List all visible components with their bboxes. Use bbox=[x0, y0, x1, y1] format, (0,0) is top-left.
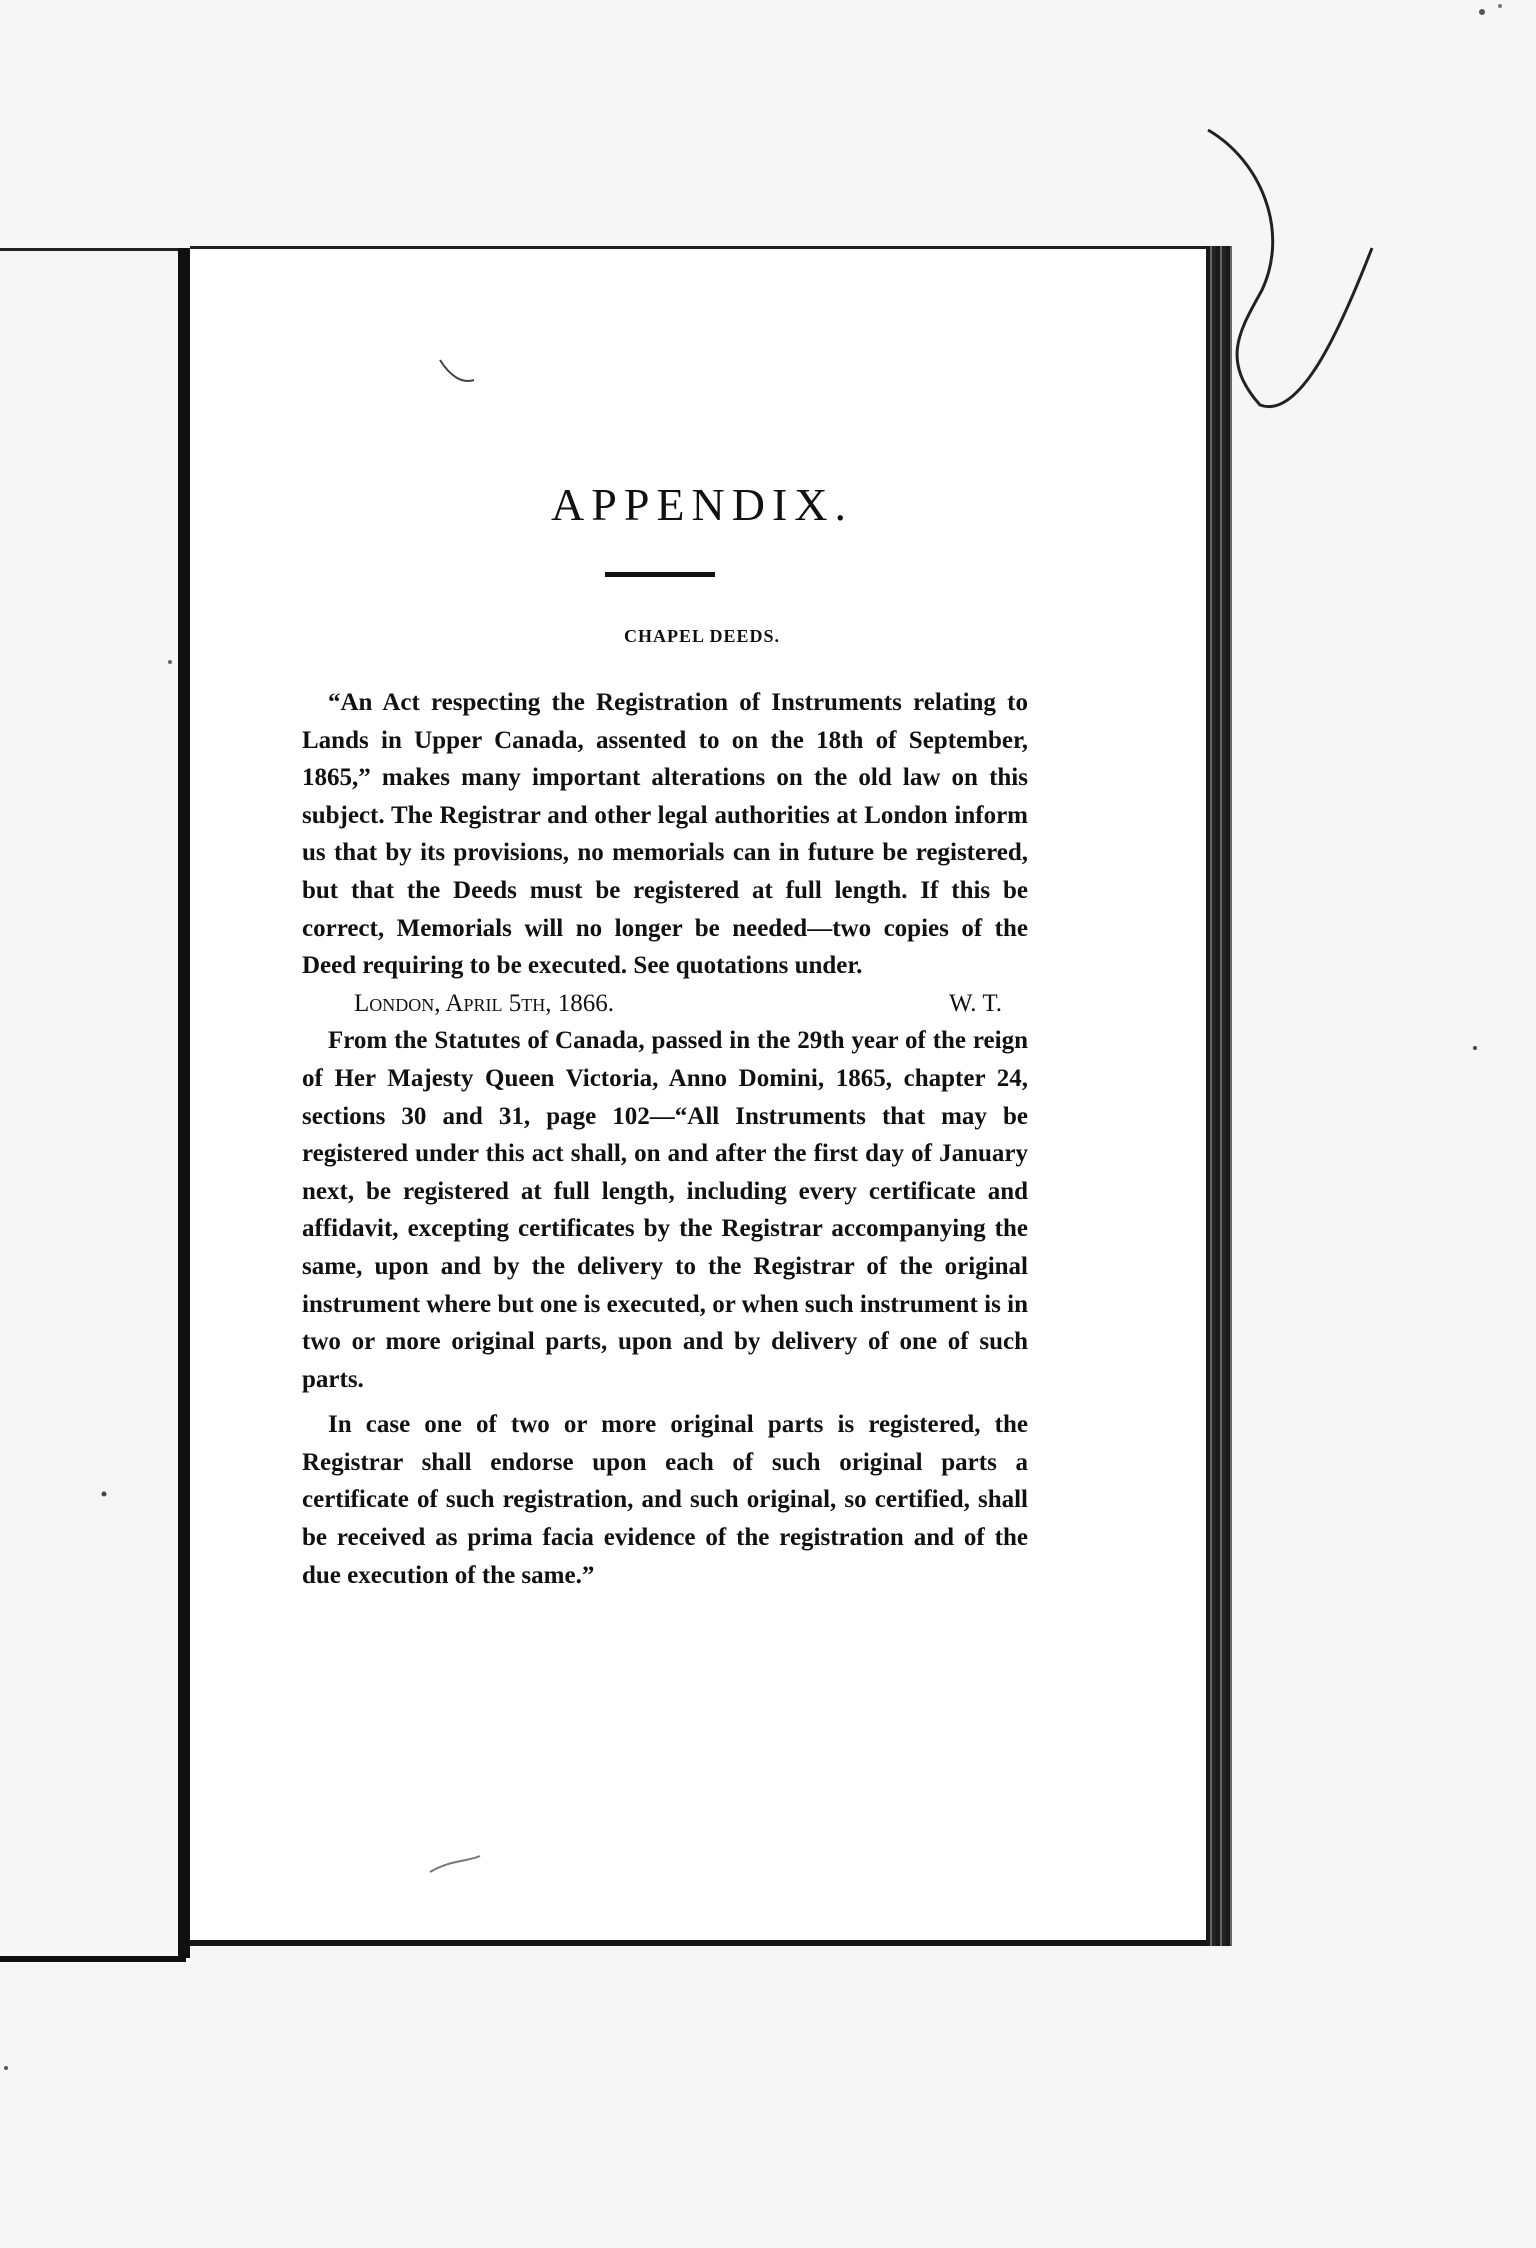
paragraph-1: “An Act respecting the Registration of Instruments relating to Lands in Upper Canada, assented to on the 18th of September, 1865,” makes many important alterations on the old law on this subject. The Registrar and other legal authorities at London inform us that by its provisions, no memorials can in future be registered, but that the Deeds must be registered at full length. If this be correct, Memorials will no longer be needed—two copies of the Deed requiring to be executed. See quotations under. bbox=[302, 689, 1028, 980]
paragraph-3: In case one of two or more original parts is registered, the Registrar shall endorse upon each of such original parts a certificate of such registration, and such original, so certified, shall be received as prima facia evidence of the registration and of the due execution of the same.” bbox=[302, 1411, 1028, 1589]
body-text bbox=[302, 684, 1028, 1594]
paragraph-2: From the Statutes of Canada, passed in the 29th year of the reign of Her Majesty Queen Victoria, Anno Domini, 1865, chapter 24, sections 30 and 31, page 102—“All Instruments that may be registered under this act shall, on and after the first day of January next, be registered at full length, including every certificate and affidavit, excepting certificates by the Registrar accompanying the same, upon and by the delivery to the Registrar of the original instrument where but one is executed, or when such instrument is in two or more original parts, upon and by delivery of one of such parts. bbox=[302, 1027, 1028, 1393]
signature-place-date: London, April 5th, 1866. bbox=[354, 989, 614, 1017]
signature-line bbox=[302, 985, 1028, 1023]
title-rule bbox=[605, 572, 715, 577]
book-spine bbox=[178, 248, 190, 1958]
section-heading: CHAPEL DEEDS. bbox=[623, 626, 781, 646]
appendix-title: APPENDIX. bbox=[551, 479, 853, 530]
signature-initials: W. T. bbox=[948, 989, 1002, 1017]
left-page-edge bbox=[0, 248, 186, 1962]
